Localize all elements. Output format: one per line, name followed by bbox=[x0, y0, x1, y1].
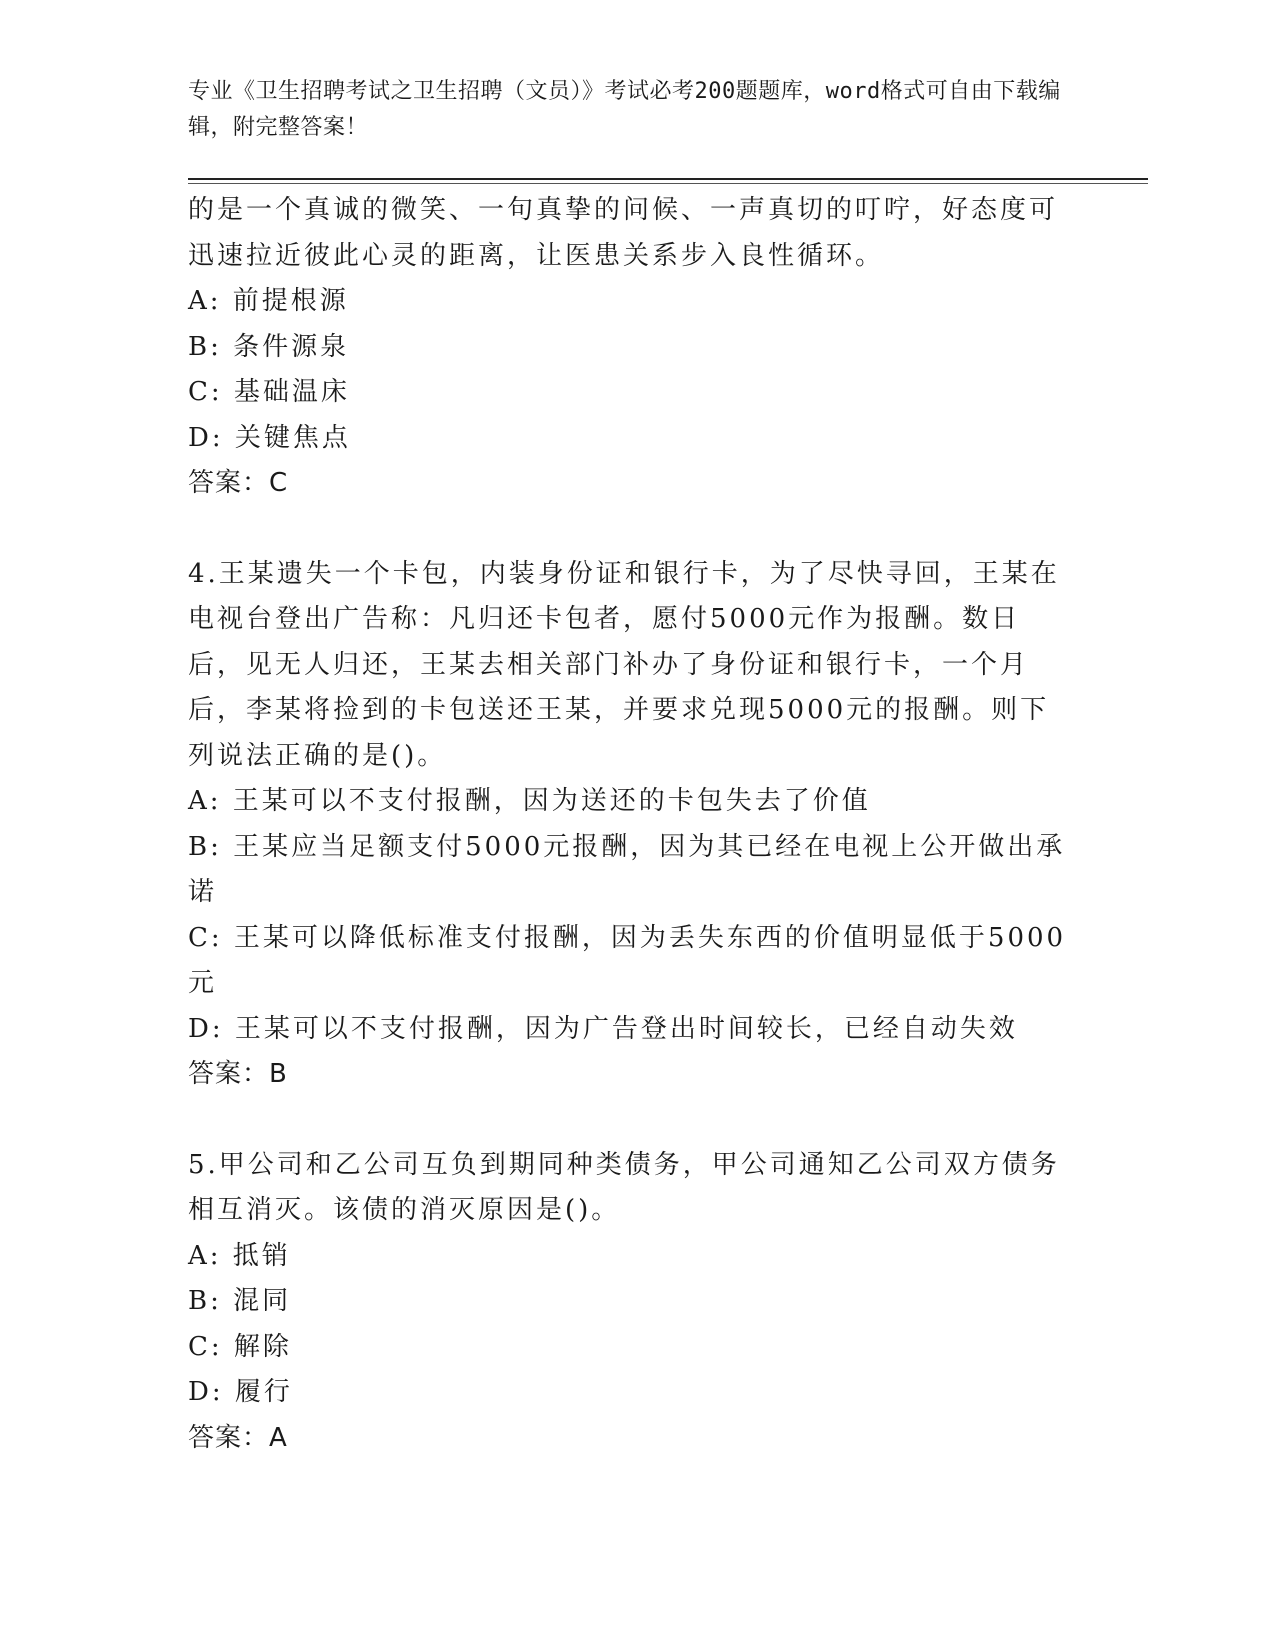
question-5 bbox=[188, 1143, 1073, 1462]
option-d: D: 王某可以不支付报酬，因为广告登出时间较长，已经自动失效 bbox=[188, 1013, 1018, 1044]
option-a: A: 抵销 bbox=[188, 1240, 291, 1271]
option-b: B: 条件源泉 bbox=[188, 331, 350, 362]
answer: 答案：B bbox=[188, 1059, 288, 1089]
answer: 答案：A bbox=[188, 1422, 288, 1453]
option-a: A: 前提根源 bbox=[188, 286, 349, 316]
option-b: B: 王某应当足额支付5000元报酬，因为其已经在电视上公开做出承诺 bbox=[188, 831, 1066, 907]
answer: 答案：C bbox=[188, 468, 289, 498]
question-text: 5.甲公司和乙公司互负到期同种类债务，甲公司通知乙公司双方债务相互消灭。该债的消灭原因是()。 bbox=[188, 1149, 1060, 1225]
question-3-continued bbox=[188, 188, 1073, 507]
question-text: 4.王某遗失一个卡包，内装身份证和银行卡，为了尽快寻回，王某在电视台登出广告称：凡归还卡包者，愿付5000元作为报酬。数日后，见无人归还，王某去相关部门补办了身份证和银行卡，一个月后，李某将捡到的卡包送还王某，并要求兑现5000元的报酬。则下列说法正确的是()。 bbox=[188, 558, 1060, 771]
spacer bbox=[188, 507, 1073, 552]
spacer bbox=[188, 1098, 1073, 1143]
document-header: 专业《卫生招聘考试之卫生招聘（文员）》考试必考200题题库，word格式可自由下载编辑，附完整答案！ bbox=[188, 79, 1061, 140]
question-4 bbox=[188, 552, 1073, 1098]
option-b: B: 混同 bbox=[188, 1286, 292, 1316]
option-d: D: 关键焦点 bbox=[188, 422, 351, 453]
option-a: A: 王某可以不支付报酬，因为送还的卡包失去了价值 bbox=[188, 786, 871, 816]
header-divider-thin bbox=[188, 183, 1148, 184]
option-c: C: 基础温床 bbox=[188, 377, 350, 407]
header-divider bbox=[188, 178, 1148, 180]
question-text: 的是一个真诚的微笑、一句真挚的问候、一声真切的叮咛，好态度可迅速拉近彼此心灵的距离，让医患关系步入良性循环。 bbox=[188, 195, 1059, 271]
question-content bbox=[188, 188, 1073, 1461]
option-c: C: 解除 bbox=[188, 1331, 292, 1362]
option-c: C: 王某可以降低标准支付报酬，因为丢失东西的价值明显低于5000元 bbox=[188, 922, 1067, 998]
option-d: D: 履行 bbox=[188, 1377, 293, 1407]
